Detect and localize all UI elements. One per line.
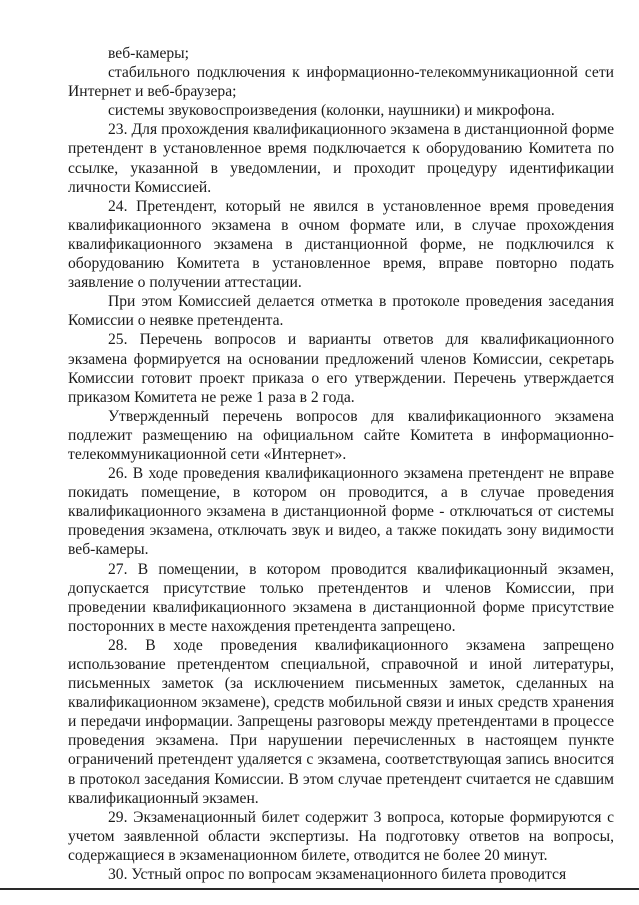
page-bottom-rule: [0, 888, 639, 890]
document-body: [68, 44, 614, 884]
list-item-internet-connection: стабильного подключения к информационно-телекоммуникационной сети Интернет и веб-браузера;: [68, 64, 614, 101]
clause-28: 28. В ходе проведения квалификационного экзамена запрещено использование претендентом специальной, справочной и иной литературы, письменных заметок (за исключением письменных заметок, сделанных на квалификационном экзамене), средств мобильной связи и иных средств хранения и передачи информации. Запрещены разговоры между претендентами в процессе проведения экзамена. При нарушении перечисленных в настоящем пункте ограничений претендент удаляется с экзамена, соответствующая запись вносится в протокол заседания Комиссии. В этом случае претендент считается не сдавшим квалификационный экзамен.: [68, 636, 614, 807]
clause-25: 25. Перечень вопросов и варианты ответов для квалификационного экзамена формируется на основании предложений членов Комиссии, секретарь Комиссии готовит проект приказа о его утверждении. Перечень утверждается приказом Комитета не реже 1 раза в 2 года.: [68, 331, 614, 406]
list-item-webcam: веб-камеры;: [108, 45, 189, 62]
clause-27: 27. В помещении, в котором проводится квалификационный экзамен, допускается присутствие только претендентов и членов Комиссии, при проведении квалификационного экзамена в дистанционной форме присутствие посторонних в месте нахождения претендента запрещено.: [68, 560, 614, 635]
clause-24: 24. Претендент, который не явился в установленное время проведения квалификационного экзамена в очном формате или, в случае прохождения квалификационного экзамена в дистанционной форме, не подключился к оборудованию Комитета в установленное время, вправе повторно подать заявление о получении аттестации.: [68, 197, 614, 292]
clause-23: 23. Для прохождения квалификационного экзамена в дистанционной форме претендент в установленное время подключается к оборудованию Комитета по ссылке, указанной в уведомлении, и проходит процедуру идентификации личности Комиссией.: [68, 121, 614, 196]
clause-30: 30. Устный опрос по вопросам экзаменационного билета проводится: [108, 866, 567, 884]
list-item-audio-system: системы звуковоспроизведения (колонки, наушники) и микрофона.: [108, 102, 555, 120]
clause-26: 26. В ходе проведения квалификационного экзамена претендент не вправе покидать помещение, в котором он проводится, а в случае проведения квалификационного экзамена в дистанционной форме - отключаться от системы проведения экзамена, отключать звук и видео, а также покидать зону видимости веб-камеры.: [68, 465, 614, 559]
clause-24-note: При этом Комиссией делается отметка в протоколе проведения заседания Комиссии о неявке претендента.: [68, 293, 614, 330]
clause-29: 29. Экзаменационный билет содержит 3 вопроса, которые формируются с учетом заявленной области экспертизы. На подготовку ответов на вопросы, содержащиеся в экзаменационном билете, отводится не более 20 минут.: [68, 808, 614, 864]
clause-25-publication: Утвержденный перечень вопросов для квалификационного экзамена подлежит размещению на официальном сайте Комитета в информационно-телекоммуникационной сети «Интернет».: [68, 407, 614, 463]
